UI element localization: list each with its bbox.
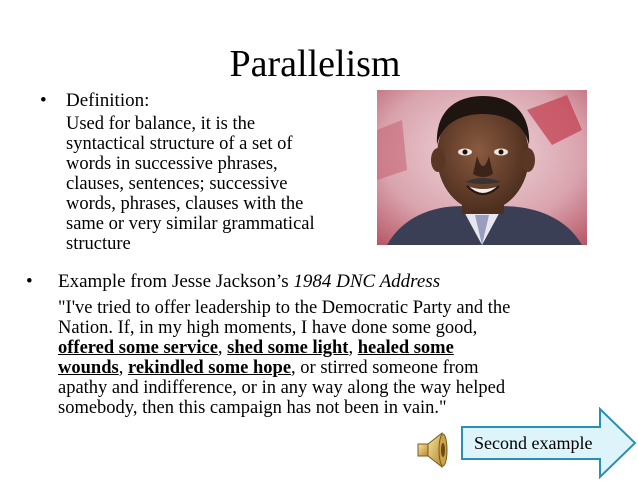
definition-line: words in successive phrases, xyxy=(66,154,278,174)
second-example-label: Second example xyxy=(474,433,593,453)
quote-line: apathy and indifference, or in any way along the way helped xyxy=(58,378,506,398)
portrait-photo xyxy=(377,90,587,245)
speech-quote xyxy=(58,298,598,418)
definition-line: same or very similar grammatical xyxy=(66,214,315,234)
quote-line: Nation. If, in my high moments, I have done some good, xyxy=(58,318,478,338)
slide-title: Parallelism xyxy=(229,43,401,85)
quote-line xyxy=(58,338,598,358)
parallel-phrase: shed some light xyxy=(227,338,349,358)
quote-line: "I've tried to offer leadership to the Democratic Party and the xyxy=(58,298,511,318)
definition-bullet xyxy=(40,90,149,112)
quote-line: somebody, then this campaign has not been in vain." xyxy=(58,398,447,418)
example-bullet xyxy=(26,271,626,293)
quote-separator: , xyxy=(217,338,228,358)
speaker-icon-graphic xyxy=(414,428,458,472)
definition-line: syntactical structure of a set of xyxy=(66,134,293,154)
quote-text: , or stirred someone from xyxy=(291,358,479,378)
arrow-outline xyxy=(462,409,635,477)
definition-line: clauses, sentences; successive xyxy=(66,174,288,194)
definition-text xyxy=(66,114,371,254)
second-example-button[interactable] xyxy=(460,407,638,479)
parallel-phrase: healed some xyxy=(357,338,454,358)
portrait-illustration xyxy=(377,90,587,245)
example-label-source: 1984 DNC Address xyxy=(293,271,441,292)
speaker-icon[interactable] xyxy=(414,428,458,472)
quote-separator: , xyxy=(348,338,358,358)
right-arrow-shape xyxy=(460,407,638,479)
example-label-prefix: Example from Jesse Jackson’s xyxy=(58,271,294,292)
parallel-phrase: offered some service xyxy=(58,338,218,358)
definition-label: Definition: xyxy=(66,90,150,111)
definition-line: Used for balance, it is the xyxy=(66,114,256,134)
parallel-phrase: rekindled some hope xyxy=(127,358,292,378)
quote-line xyxy=(58,358,598,378)
parallel-phrase: wounds xyxy=(58,358,119,378)
quote-separator: , xyxy=(118,358,128,378)
bullet-marker: • xyxy=(40,90,47,111)
definition-line: words, phrases, clauses with the xyxy=(66,194,304,214)
definition-line: structure xyxy=(66,234,131,254)
bullet-marker: • xyxy=(26,271,33,292)
